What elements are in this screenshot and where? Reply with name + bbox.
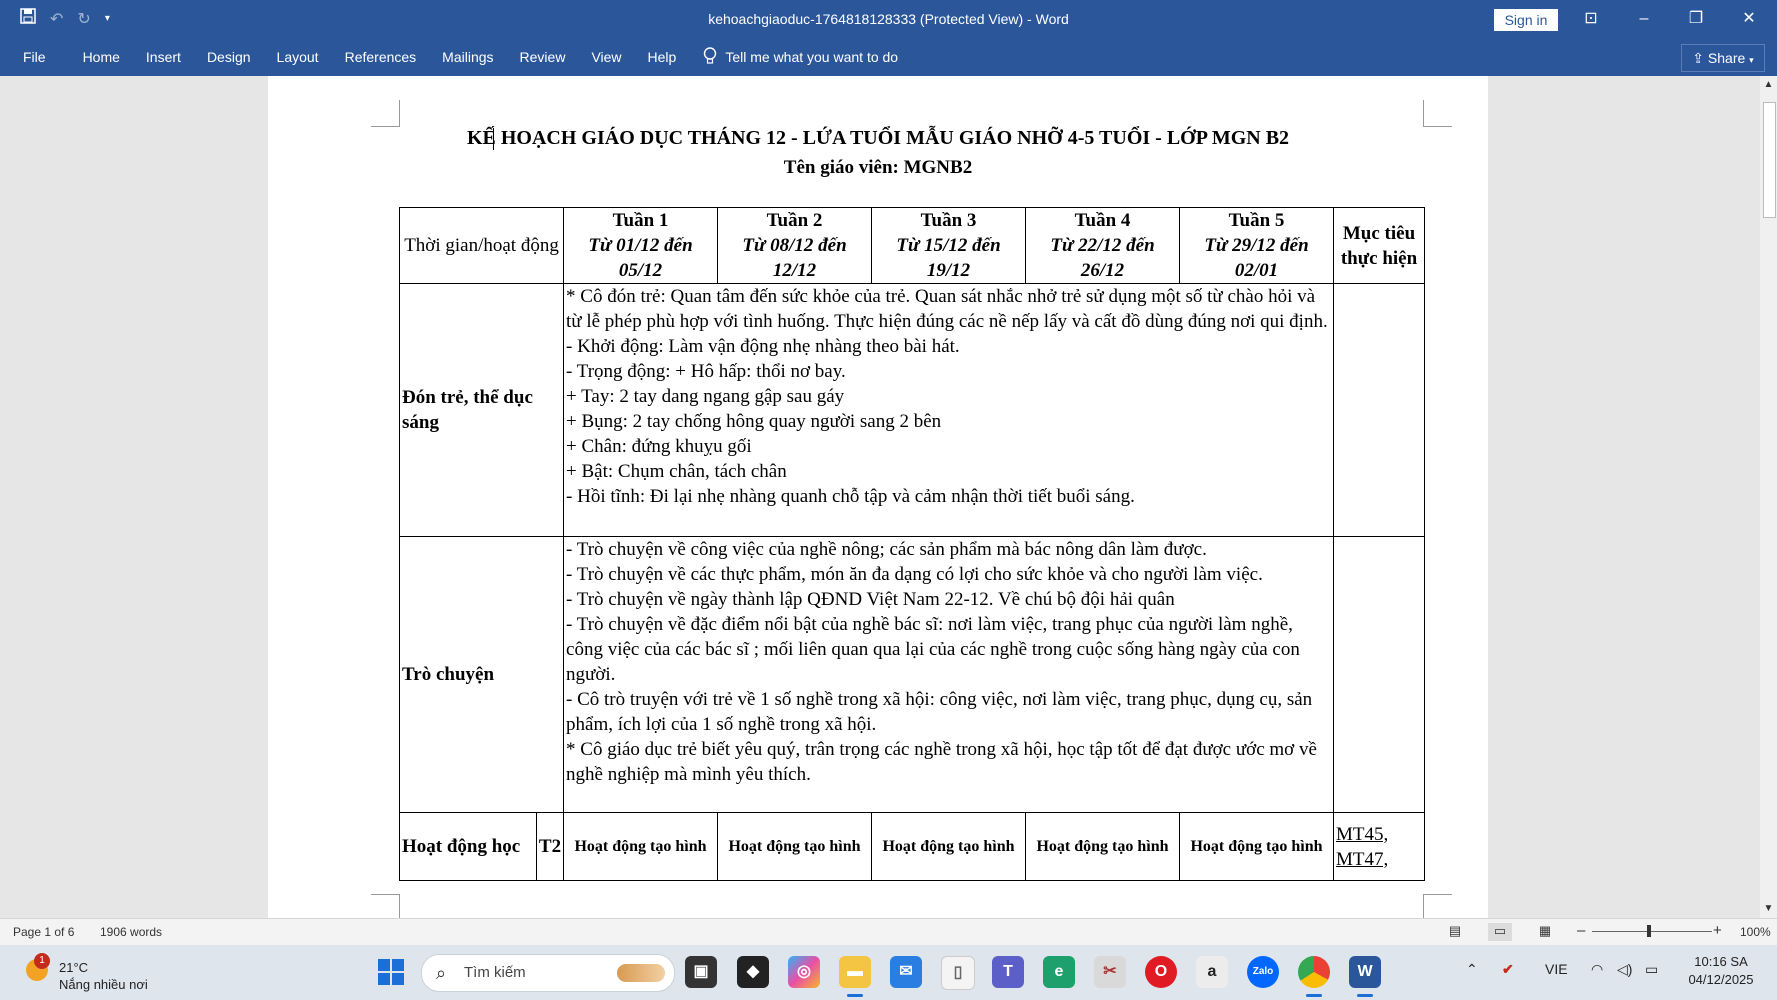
taskbar bbox=[0, 945, 1777, 1000]
teacher-name: Tên giáo viên: MGNB2 bbox=[783, 157, 973, 178]
file-explorer-icon[interactable]: ▬ bbox=[839, 956, 871, 988]
content-line: - Trọng động: + Hô hấp: thổi nơ bay. bbox=[566, 361, 846, 382]
word-icon[interactable]: W bbox=[1349, 956, 1381, 988]
document-title: kehoachgiaoduc-1764818128333 (Protected View) - Word bbox=[708, 11, 1069, 27]
header-week-5 bbox=[1180, 208, 1334, 284]
learning-cell-week-1: Hoạt động tạo hình bbox=[564, 813, 718, 881]
ribbon bbox=[0, 38, 1777, 76]
zoom-out-icon[interactable]: – bbox=[1577, 922, 1586, 939]
clock-time: 10:16 SA bbox=[1694, 954, 1748, 969]
header-week-3 bbox=[872, 208, 1026, 284]
tab-file[interactable]: File bbox=[23, 49, 46, 65]
tab-design[interactable]: Design bbox=[206, 49, 251, 65]
copilot-icon[interactable]: ◎ bbox=[788, 956, 820, 988]
share-icon: ⇪ bbox=[1692, 50, 1705, 66]
week-range: Từ 22/12 đến 26/12 bbox=[1050, 235, 1155, 281]
row-content-conversation bbox=[564, 537, 1334, 813]
tell-me-search[interactable] bbox=[689, 47, 898, 68]
week-name: Tuần 5 bbox=[1228, 210, 1285, 231]
battery-icon[interactable]: ▭ bbox=[1645, 961, 1659, 977]
content-line: - Khởi động: Làm vận động nhẹ nhàng theo bài hát. bbox=[566, 336, 960, 357]
share-button[interactable] bbox=[1681, 44, 1765, 72]
lightbulb-icon bbox=[703, 47, 717, 68]
title-bar bbox=[0, 0, 1777, 38]
row-day-t2: T2 bbox=[537, 813, 564, 881]
wifi-icon[interactable]: ◠ bbox=[1591, 961, 1604, 977]
page-count[interactable]: Page 1 of 6 bbox=[13, 925, 75, 939]
row-target-learning bbox=[1334, 813, 1425, 881]
header-week-4 bbox=[1026, 208, 1180, 284]
zoom-slider[interactable] bbox=[1592, 931, 1712, 932]
scroll-down-icon[interactable]: ▼ bbox=[1763, 903, 1774, 914]
tab-insert[interactable]: Insert bbox=[145, 49, 181, 65]
antivirus-tray-icon[interactable]: ✔ bbox=[1502, 961, 1514, 977]
undo-icon[interactable]: ↶ bbox=[50, 10, 64, 28]
scroll-up-icon[interactable]: ▲ bbox=[1763, 79, 1774, 90]
close-icon[interactable]: ✕ bbox=[1742, 10, 1756, 27]
temperature: 21°C bbox=[59, 960, 89, 975]
week-range: Từ 15/12 đến 19/12 bbox=[896, 235, 1001, 281]
weather-description: Nắng nhiều nơi bbox=[59, 977, 148, 992]
row-label-conversation: Trò chuyện bbox=[400, 537, 564, 813]
week-name: Tuần 4 bbox=[1074, 210, 1131, 231]
vertical-scrollbar[interactable] bbox=[1760, 76, 1777, 918]
content-line: * Cô giáo dục trẻ biết yêu quý, trân trọng các nghề trong xã hội, học tập tốt để đạt được ước mơ về nghề nghiệp mà mình yêu thích. bbox=[566, 739, 1317, 785]
redo-icon[interactable]: ↻ bbox=[77, 10, 91, 28]
week-range: Từ 08/12 đến 12/12 bbox=[742, 235, 847, 281]
document-canvas bbox=[0, 76, 1760, 918]
search-icon: ⌕ bbox=[436, 963, 447, 983]
week-name: Tuần 3 bbox=[920, 210, 977, 231]
print-layout-icon[interactable]: ▭ bbox=[1488, 923, 1512, 941]
header-week-1 bbox=[564, 208, 718, 284]
content-line: + Bụng: 2 tay chống hông quay người sang 2 bên bbox=[566, 411, 942, 432]
target-link-mt45[interactable]: MT45, bbox=[1336, 823, 1389, 845]
zalo-icon[interactable]: Zalo bbox=[1247, 956, 1279, 988]
windows-start-icon[interactable] bbox=[378, 959, 404, 985]
outlook-icon[interactable]: ✉ bbox=[890, 956, 922, 988]
scrollbar-thumb[interactable] bbox=[1763, 102, 1776, 218]
content-line: - Cô trò truyện với trẻ về 1 số nghề trong xã hội: công việc, nơi làm việc, trang phục, dụng cụ, sản phẩm, ích lợi của 1 số nghề trong xã hội. bbox=[566, 689, 1313, 735]
zoom-in-icon[interactable]: + bbox=[1713, 922, 1722, 939]
tab-help[interactable]: Help bbox=[647, 49, 677, 65]
search-highlight-image bbox=[617, 964, 665, 982]
sign-in-button[interactable]: Sign in bbox=[1494, 9, 1558, 31]
document-heading: KẾ HOẠCH GIÁO DỤC THÁNG 12 - LỨA TUỔI MẪU GIÁO NHỠ 4-5 TUỔI - LỚP MGN B2 bbox=[466, 127, 1290, 149]
margin-marker bbox=[371, 894, 400, 918]
margin-marker bbox=[1423, 100, 1452, 127]
snipping-tool-icon[interactable]: ✂ bbox=[1094, 956, 1126, 988]
ribbon-display-options-icon[interactable]: ⊡ bbox=[1584, 10, 1598, 27]
taskbar-search[interactable] bbox=[421, 954, 675, 992]
task-view-icon[interactable]: ▣ bbox=[685, 956, 717, 988]
dropbox-icon[interactable]: ◆ bbox=[737, 956, 769, 988]
search-placeholder: Tìm kiếm bbox=[464, 964, 526, 981]
word-count[interactable]: 1906 words bbox=[100, 925, 163, 939]
margin-marker bbox=[1423, 894, 1452, 918]
row-target-conversation bbox=[1334, 537, 1425, 813]
week-name: Tuần 2 bbox=[766, 210, 823, 231]
content-line: - Trò chuyện về công việc của nghề nông; các sản phẩm mà bác nông dân làm được. bbox=[566, 539, 1207, 560]
row-target-morning bbox=[1334, 284, 1425, 537]
edge-icon[interactable]: e bbox=[1043, 956, 1075, 988]
chrome-icon[interactable] bbox=[1298, 956, 1330, 988]
volume-icon[interactable]: ◁) bbox=[1617, 961, 1633, 977]
week-name: Tuần 1 bbox=[612, 210, 669, 231]
tab-home[interactable]: Home bbox=[82, 49, 120, 65]
learning-cell-week-5: Hoạt động tạo hình bbox=[1180, 813, 1334, 881]
content-line: - Trò chuyện về đặc điểm nổi bật của nghề bác sĩ: nơi làm việc, trang phục của người làm nghề, công việc của các bác sĩ ; mối liên quan qua lại của các nghề trong cuộc sống hàng ngày của con người. bbox=[566, 614, 1300, 685]
header-target: Mục tiêu thực hiện bbox=[1334, 208, 1425, 284]
education-plan-table bbox=[399, 207, 1425, 881]
taskbar-clock[interactable] bbox=[1682, 953, 1760, 989]
tab-references[interactable]: References bbox=[344, 49, 417, 65]
document-page[interactable] bbox=[268, 76, 1488, 918]
header-week-2 bbox=[718, 208, 872, 284]
target-link-mt47[interactable]: MT47, bbox=[1336, 848, 1389, 870]
learning-cell-week-3: Hoạt động tạo hình bbox=[872, 813, 1026, 881]
content-line: + Bật: Chụm chân, tách chân bbox=[566, 461, 787, 482]
amazon-icon[interactable]: a bbox=[1196, 956, 1228, 988]
status-bar bbox=[0, 918, 1777, 945]
content-line: - Hồi tĩnh: Đi lại nhẹ nhàng quanh chỗ tập và cảm nhận thời tiết buổi sáng. bbox=[566, 486, 1135, 507]
row-label-learning: Hoạt động học bbox=[400, 813, 537, 881]
tab-layout[interactable]: Layout bbox=[276, 49, 319, 65]
restore-icon[interactable]: ❐ bbox=[1688, 10, 1704, 27]
learning-cell-week-2: Hoạt động tạo hình bbox=[718, 813, 872, 881]
zoom-slider-thumb[interactable] bbox=[1647, 925, 1651, 937]
content-line: * Cô đón trẻ: Quan tâm đến sức khỏe của trẻ. Quan sát nhắc nhở trẻ sử dụng một số từ chào hỏi và từ lễ phép phù hợp với tình huống. Thực hiện đúng các nề nếp lấy và cất đồ dùng đúng nơi qui định. bbox=[566, 286, 1328, 332]
notepad-icon[interactable]: ▯ bbox=[941, 956, 975, 990]
tab-review[interactable]: Review bbox=[519, 49, 566, 65]
web-layout-icon[interactable]: ▦ bbox=[1538, 923, 1552, 938]
content-line: - Trò chuyện về các thực phẩm, món ăn đa dạng có lợi cho sức khỏe và cho người làm việc. bbox=[566, 564, 1263, 585]
week-range: Từ 29/12 đến 02/01 bbox=[1204, 235, 1309, 281]
opera-icon[interactable]: O bbox=[1145, 956, 1177, 988]
notification-badge: 1 bbox=[34, 953, 50, 969]
read-mode-icon[interactable]: ▤ bbox=[1448, 923, 1462, 938]
row-label-morning: Đón trẻ, thể dục sáng bbox=[400, 284, 564, 537]
learning-cell-week-4: Hoạt động tạo hình bbox=[1026, 813, 1180, 881]
teams-icon[interactable]: T bbox=[992, 956, 1024, 988]
tell-me-label: Tell me what you want to do bbox=[725, 49, 899, 65]
tab-mailings[interactable]: Mailings bbox=[442, 49, 494, 65]
margin-marker bbox=[371, 100, 400, 127]
zoom-level[interactable]: 100% bbox=[1740, 925, 1771, 939]
header-time-activity: Thời gian/hoạt động bbox=[400, 208, 564, 284]
weather-text bbox=[59, 959, 199, 993]
chevron-down-icon: ▾ bbox=[1749, 55, 1754, 65]
content-line: + Tay: 2 tay dang ngang gập sau gáy bbox=[566, 386, 845, 407]
input-language[interactable]: VIE bbox=[1545, 961, 1568, 977]
minimize-icon[interactable]: – bbox=[1639, 10, 1649, 27]
row-content-morning bbox=[564, 284, 1334, 537]
chevron-up-icon[interactable]: ⌃ bbox=[1466, 961, 1478, 977]
week-range: Từ 01/12 đến 05/12 bbox=[588, 235, 693, 281]
content-line: - Trò chuyện về ngày thành lập QĐND Việt Nam 22-12. Về chú bộ đội hải quân bbox=[566, 589, 1175, 610]
content-line: + Chân: đứng khuỵu gối bbox=[566, 436, 752, 457]
tab-view[interactable]: View bbox=[591, 49, 622, 65]
clock-date: 04/12/2025 bbox=[1688, 972, 1754, 987]
customize-qat-icon[interactable]: ▾ bbox=[104, 13, 110, 24]
share-label: Share bbox=[1707, 50, 1746, 66]
